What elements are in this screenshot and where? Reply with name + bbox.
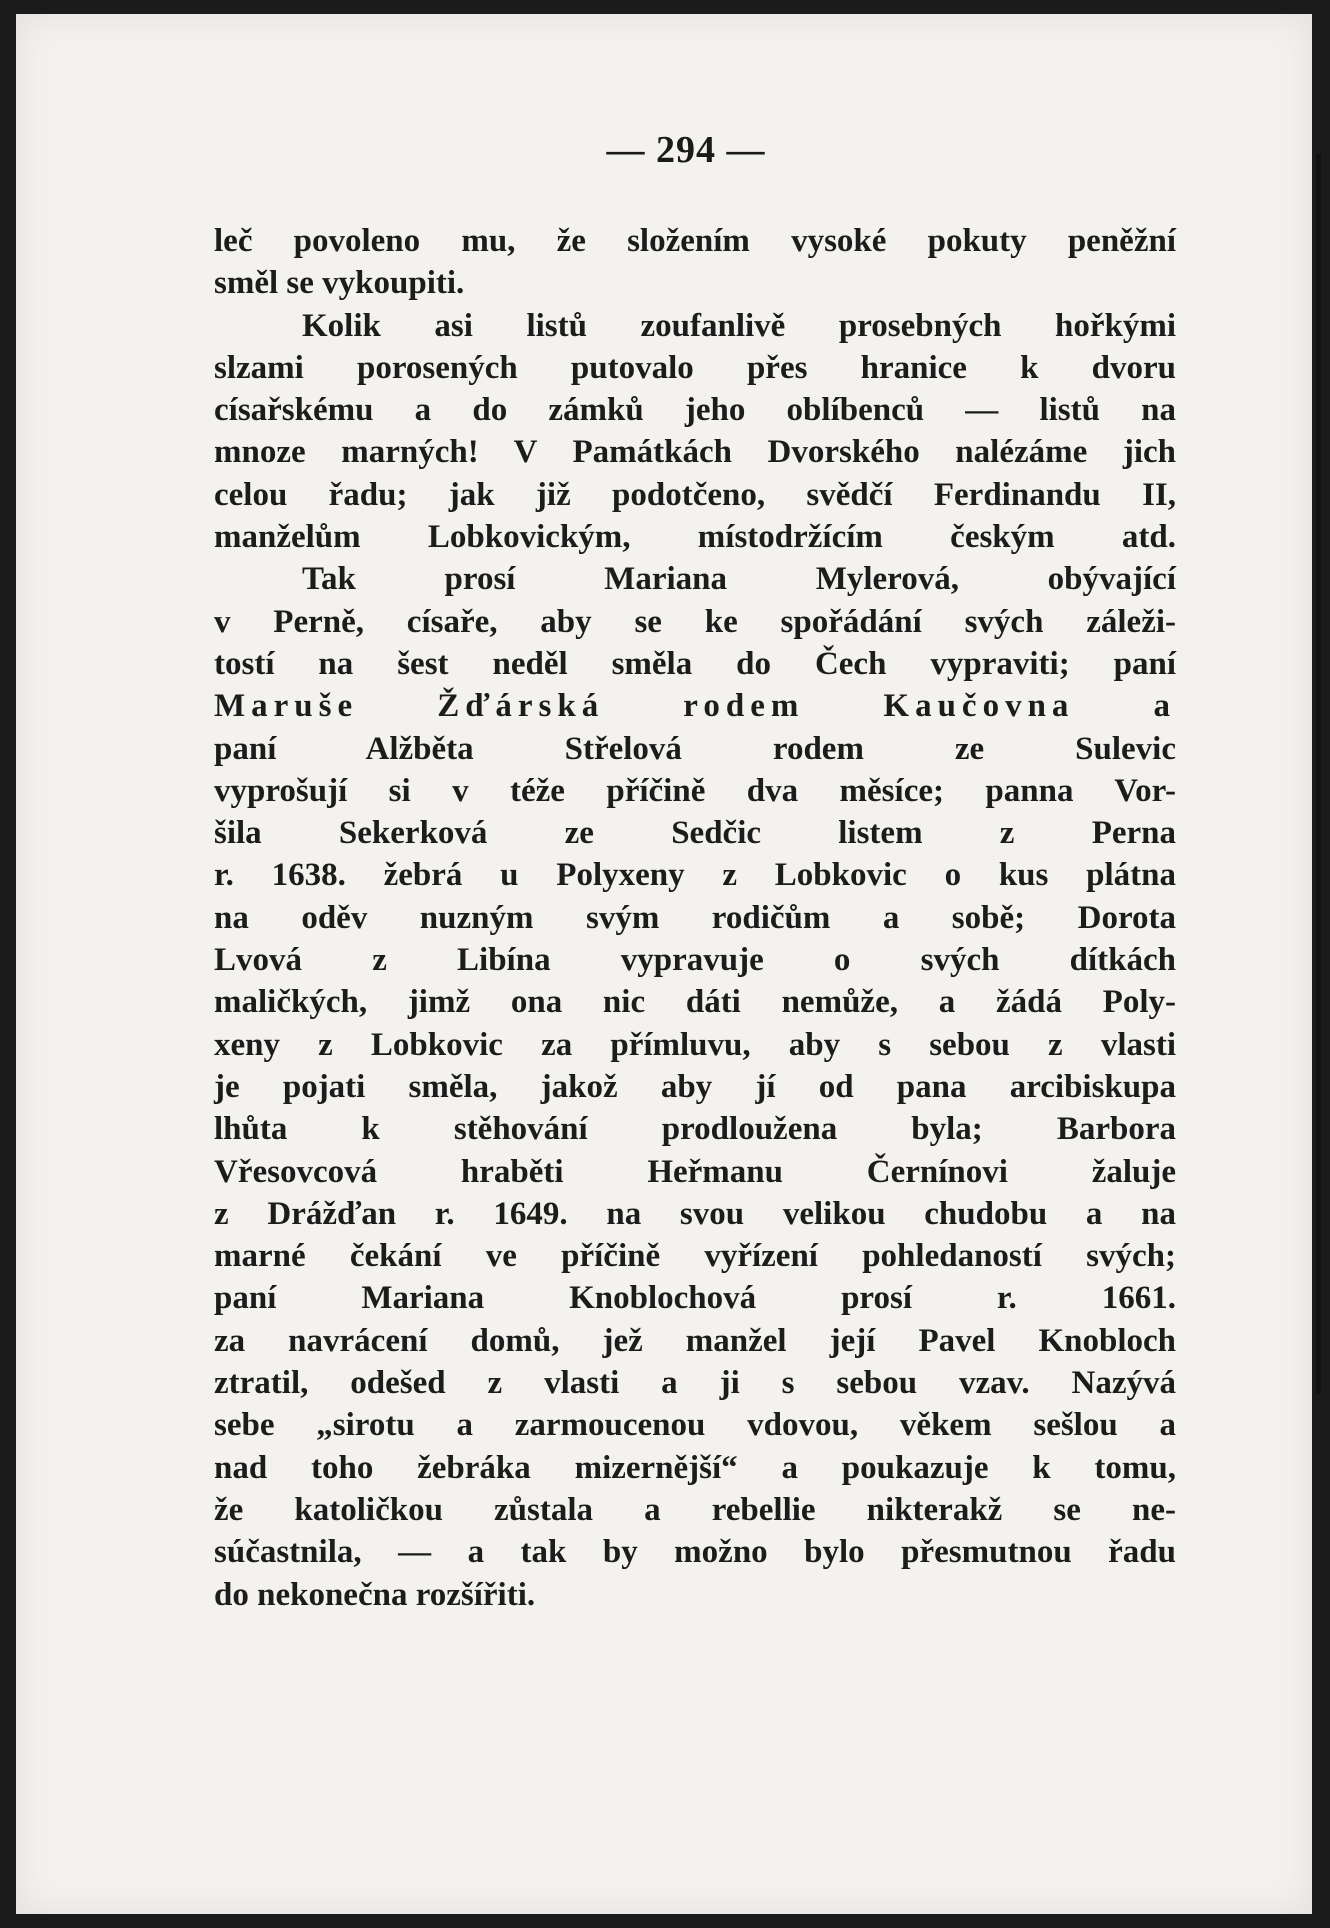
text-line: do nekonečna rozšířiti.: [214, 1576, 536, 1613]
text-line: vyprošují si v téže příčině dva měsíce; panna Vor-: [214, 772, 1176, 809]
text-line: za navrácení domů, jež manžel její Pavel Knobloch: [214, 1322, 1176, 1359]
text-line: císařskému a do zámků jeho oblíbenců — listů na: [214, 392, 1176, 429]
binding-shadow: [1316, 154, 1321, 1394]
text-line: marné čekání ve příčině vyřízení pohledaností svých;: [214, 1238, 1176, 1275]
text-line: ztratil, odešed z vlasti a ji s sebou vzav. Nazývá: [214, 1365, 1176, 1402]
text-line: manželům Lobkovickým, místodržícím českým atd.: [214, 519, 1176, 556]
text-line: súčastnila, — a tak by možno bylo přesmutnou řadu: [214, 1534, 1176, 1571]
text-line: r. 1638. žebrá u Polyxeny z Lobkovic o kus plátna: [214, 857, 1176, 894]
text-line: slzami porosených putovalo přes hranice k dvoru: [214, 349, 1176, 386]
body-text: [214, 220, 1176, 1616]
text-line: Lvová z Libína vypravuje o svých dítkách: [214, 942, 1176, 979]
text-line: mnoze marných! V Památkách Dvorského nalézáme jich: [214, 434, 1176, 471]
text-line: paní Mariana Knoblochová prosí r. 1661.: [214, 1280, 1176, 1317]
text-line: z Drážďan r. 1649. na svou velikou chudobu a na: [214, 1195, 1176, 1232]
text-line: sebe „sirotu a zarmoucenou vdovou, věkem sešlou a: [214, 1407, 1176, 1444]
text-line: v Perně, císaře, aby se ke spořádání svých záleži-: [214, 603, 1176, 640]
text-line: lhůta k stěhování prodloužena byla; Barbora: [214, 1111, 1176, 1148]
text-line: že katoličkou zůstala a rebellie nikterakž se ne-: [214, 1491, 1176, 1528]
text-line: paní Alžběta Střelová rodem ze Sulevic: [214, 730, 1176, 767]
text-line: Tak prosí Mariana Mylerová, obývající: [302, 561, 1176, 598]
text-line: Kolik asi listů zoufanlivě prosebných hořkými: [302, 307, 1176, 344]
text-line: směl se vykoupiti.: [214, 265, 465, 302]
text-line: leč povoleno mu, že složením vysoké pokuty peněžní: [214, 223, 1176, 259]
text-line: Maruše Žďárská rodem Kaučovna a: [214, 688, 1176, 725]
text-line: je pojati směla, jakož aby jí od pana arcibiskupa: [214, 1068, 1176, 1105]
text-line: na oděv nuzným svým rodičům a sobě; Dorota: [214, 899, 1176, 936]
text-line: nad toho žebráka mizernější“ a poukazuje k tomu,: [214, 1449, 1176, 1486]
text-line: šila Sekerková ze Sedčic listem z Perna: [214, 815, 1176, 852]
text-line: xeny z Lobkovic za přímluvu, aby s sebou z vlasti: [214, 1026, 1176, 1063]
text-line: tostí na šest neděl směla do Čech vypraviti; paní: [214, 645, 1176, 682]
text-line: maličkých, jimž ona nic dáti nemůže, a žádá Poly-: [214, 984, 1176, 1021]
text-line: celou řadu; jak již podotčeno, svědčí Ferdinandu II,: [214, 476, 1176, 513]
text-line: Vřesovcová hraběti Heřmanu Černínovi žaluje: [214, 1153, 1176, 1190]
page-number: — 294 —: [606, 129, 766, 171]
